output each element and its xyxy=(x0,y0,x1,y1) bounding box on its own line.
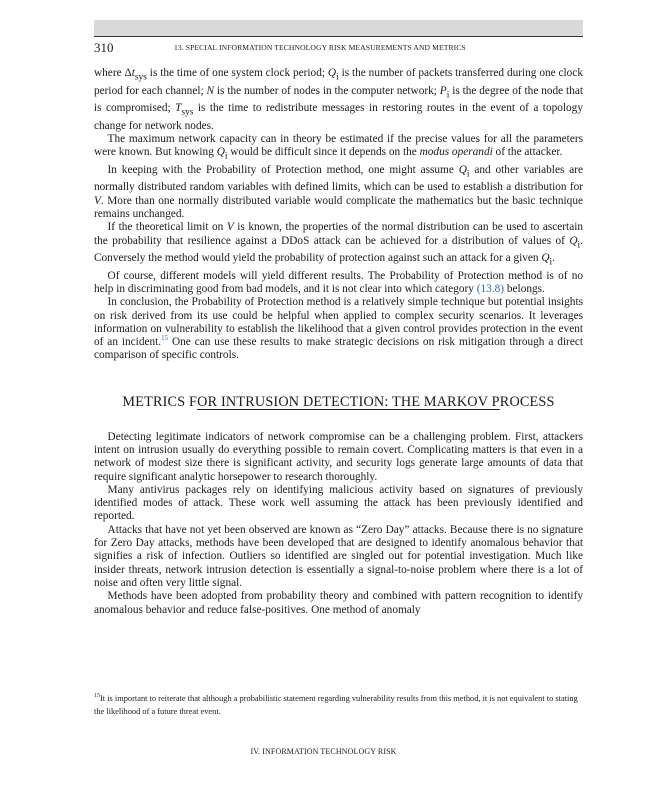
footnote-number: 15 xyxy=(94,693,100,700)
paragraph-zero-day: Attacks that have not yet been observed are known as “Zero Day” attacks. Because there is no signature for Zero Day attacks, methods have been developed that are designed to identify anomalous behavior that signifies a risk of infection. Outliers so identified are singled out for potential investigation. Much like insider threats, network intrusion detection is essentially a signal-to-noise problem where there is a lot of noise and often very little signal. xyxy=(94,523,583,589)
running-footer: IV. INFORMATION TECHNOLOGY RISK xyxy=(250,747,397,756)
paragraph-antivirus-signatures: Many antivirus packages rely on identifying malicious activity based on signatures of previously identified modes of attack. These work well assuming the attack has been previously identified and reported. xyxy=(94,483,583,523)
paragraph-different-models: Of course, different models will yield different results. The Probability of Protection method is of no help in discriminating good from bad models, and it is not clear into which category (13.8) belongs. xyxy=(94,269,583,295)
running-header xyxy=(94,36,583,55)
header-band xyxy=(94,20,583,36)
paragraph-variable-definitions: where $\Delta t_{sys}$ is the time of one system clock period; $Q_i$ is the number of packets transferred during one clock period for each channel; N is the number of nodes in the computer network; $P_i$ is the degree of the node that is compromised; $T_{sys}$ is the time to redistribute messages in restoring routes in the event of a topology change for network nodes. xyxy=(94,67,583,132)
page-number: 310 xyxy=(94,40,114,55)
section-heading: METRICS FOR INTRUSION DETECTION: THE MARKOV PROCESS xyxy=(122,393,555,410)
chapter-title: 13. SPECIAL INFORMATION TECHNOLOGY RISK MEASUREMENTS AND METRICS xyxy=(174,43,466,52)
equation-reference-link[interactable]: (13.8) xyxy=(476,282,505,295)
footnote-reference-link[interactable]: 15 xyxy=(161,334,169,343)
paragraph-normal-distribution: In keeping with the Probability of Protection method, one might assume $Q_i$ and other variables are normally distributed random variables with defined limits, which can be used to establish a distribution for V. More than one normally distributed variable would complicate the mathematics but the basic technique remains unchanged. xyxy=(94,163,584,220)
footnote-text: It is important to reiterate that although a probabilistic statement regarding vulnerability results from this method, it is not equivalent to stating the likelihood of a future threat event. xyxy=(94,694,578,717)
footnote xyxy=(94,692,583,718)
paragraph-network-capacity: The maximum network capacity can in theory be estimated if the precise values for all the parameters were known. But knowing $Q_i$ would be difficult since it depends on the modus operandi of the attacker. xyxy=(94,132,583,162)
page-body xyxy=(94,67,583,617)
paragraph-theoretical-limit: If the theoretical limit on V is known, the properties of the normal distribution can be used to ascertain the probability that resilience against a DDoS attack can be achieved for a distribution of values of $Q_i$. Conversely the method would yield the probability of protection against such an attack for a given $Q_i$. xyxy=(94,221,584,268)
paragraph-conclusion: In conclusion, the Probability of Protection method is a relatively simple technique but potential insights on risk derived from its use could be helpful when applied to complex security scenarios. It leverages information on vulnerability to establish the likelihood that a given control provides protection in the event of an incident.$^{15}$ One can use these results to make strategic decisions on risk mitigation through a direct comparison of specific controls. xyxy=(94,296,583,362)
paragraph-detecting-indicators: Detecting legitimate indicators of network compromise can be a challenging problem. First, attackers intent on intrusion usually do everything possible to remain covert. Complicating matters is that even in a network of modest size there is significant activity, and security logs generate large amounts of data that require significant analytic horsepower to research thoroughly. xyxy=(94,430,583,483)
paragraph-probability-methods: Methods have been adopted from probability theory and combined with pattern recognition to identify anomalous behavior and reduce false-positives. One method of anomaly xyxy=(94,590,583,616)
